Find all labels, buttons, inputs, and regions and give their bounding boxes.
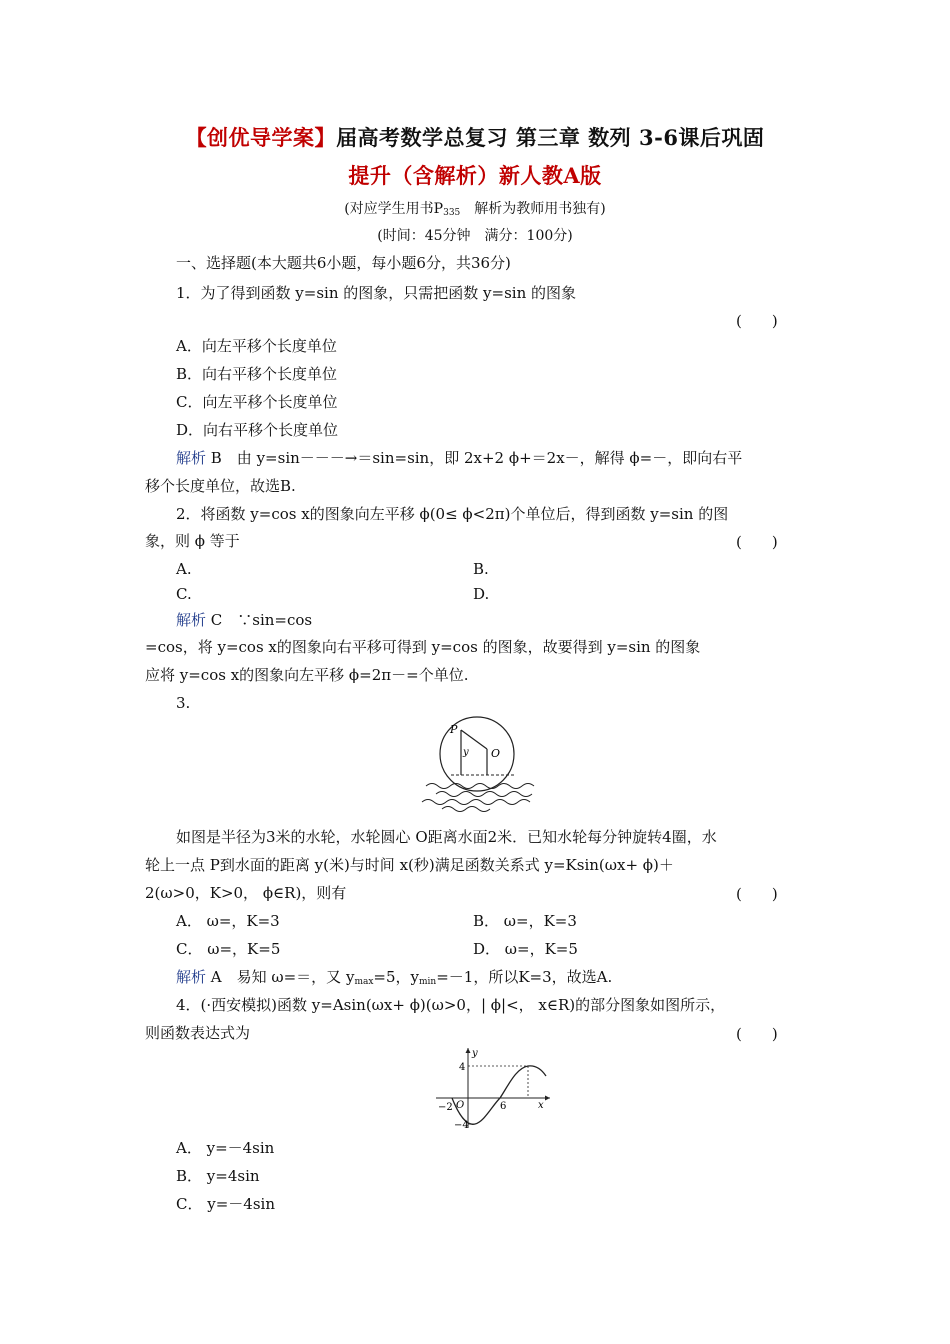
q2-option-a: A. [176,560,192,578]
y-axis-label: y [472,1048,478,1059]
document-title-line1 [0,122,950,152]
wave-3 [422,800,530,805]
analysis-label: 解析 [176,611,207,629]
q3-analysis: 解析 A 易知 ω=＝，又 $y_{max}=5$，$y_{min}=-1$，所以K=3，故选A. [176,968,613,987]
tick-neg2: −2 [438,1102,453,1113]
q1-option-b: B．向右平移个长度单位 [176,365,338,383]
q2-stem-line2: 象，则 ϕ 等于 [145,532,240,550]
q4-option-a: A． y=－4sin [176,1139,275,1157]
label-o: O [491,747,501,760]
q2-answer-paren: ( ) [736,533,778,551]
origin-label: O [456,1100,465,1111]
q3-option-a: A． ω=，K=3 [176,912,280,930]
wave-4 [442,807,490,812]
q4-answer-paren: ( ) [736,1025,778,1043]
q2-stem-line1: 2．将函数 y=cos x的图象向左平移 ϕ(0≤ ϕ<2π)个单位后，得到函数 y=sin 的图 [176,505,729,523]
q2-option-d: D. [473,585,490,603]
q2-option-c: C. [176,585,192,603]
title-brand: 【创优导学案】 [185,125,337,150]
sine-graph-figure [432,1046,556,1130]
tick-neg4: −4 [454,1120,469,1130]
q3-text-line3: 2(ω>0，K>0， ϕ∈R)，则有 [145,884,347,902]
q3-answer-paren: ( ) [736,885,778,903]
meta-line2: (时间：45分钟 满分：100分) [377,228,573,244]
q2-analysis-line1: 解析 C ∵sin=cos [176,611,313,629]
y-axis-arrow [466,1048,471,1053]
analysis-label: 解析 [176,968,207,986]
section-heading: 一、选择题(本大题共6小题，每小题6分，共36分) [176,254,511,272]
q3-text-line2: 轮上一点 P到水面的距离 y(米)与时间 x(秒)满足函数关系式 y=Ksin(ωx+ ϕ)＋ [145,856,674,874]
analysis-label: 解析 [176,449,207,467]
q4-option-c: C． y=－4sin [176,1195,275,1213]
water-wheel-figure [418,716,548,816]
q1-option-c: C．向左平移个长度单位 [176,393,338,411]
q3-number: 3. [176,694,191,712]
q1-option-a: A．向左平移个长度单位 [176,337,337,355]
q3-option-c: C． ω=，K=5 [176,940,281,958]
q4-stem-line2: 则函数表达式为 [145,1024,251,1042]
q3-option-b: B． ω=，K=3 [473,912,577,930]
q2-analysis-line2: =cos，将 y=cos x的图象向右平移可得到 y=cos 的图象，故要得到 y=sin 的图象 [145,638,701,656]
q1-analysis-line2: 移个长度单位，故选B. [145,477,296,495]
q4-stem-line1: 4．(·西安模拟)函数 y=Asin(ωx+ ϕ)(ω>0，| ϕ|<， x∈R)的部分图象如图所示， [176,996,726,1014]
x-axis-arrow [545,1096,550,1101]
document-title-line2: 提升（含解析）新人教A版 [348,163,602,188]
q1-answer-paren: ( ) [736,312,778,330]
title-main: 届高考数学总复习 第三章 数列 3-6课后巩固 [336,125,765,150]
label-p: P [450,723,458,736]
q2-option-b: B. [473,560,489,578]
q2-analysis-line3: 应将 y=cos x的图象向左平移 ϕ=2π－=个单位. [145,666,469,684]
tick-4: 4 [459,1062,466,1073]
q4-option-b: B． y=4sin [176,1167,260,1185]
x-axis-label: x [538,1100,544,1111]
q1-analysis-line1: 解析 B 由 y=sin－－－→＝sin=sin，即 2x+2 ϕ+＝2x－，解得 ϕ=－，即向右平 [176,449,743,467]
sine-curve [452,1066,546,1124]
q1-stem: 1．为了得到函数 y=sin 的图象，只需把函数 y=sin 的图象 [176,284,577,302]
q3-option-d: D． ω=，K=5 [473,940,578,958]
wave-2 [436,792,532,797]
q1-option-d: D．向右平移个长度单位 [176,421,339,439]
meta-line1: (对应学生用书$P_{335}$ 解析为教师用书独有) [344,201,606,218]
tick-6: 6 [500,1101,507,1112]
wave-1 [426,784,534,789]
label-y: y [463,747,469,758]
q3-text-line1: 如图是半径为3米的水轮，水轮圆心 O距离水面2米．已知水轮每分钟旋转4圈，水 [176,828,717,846]
